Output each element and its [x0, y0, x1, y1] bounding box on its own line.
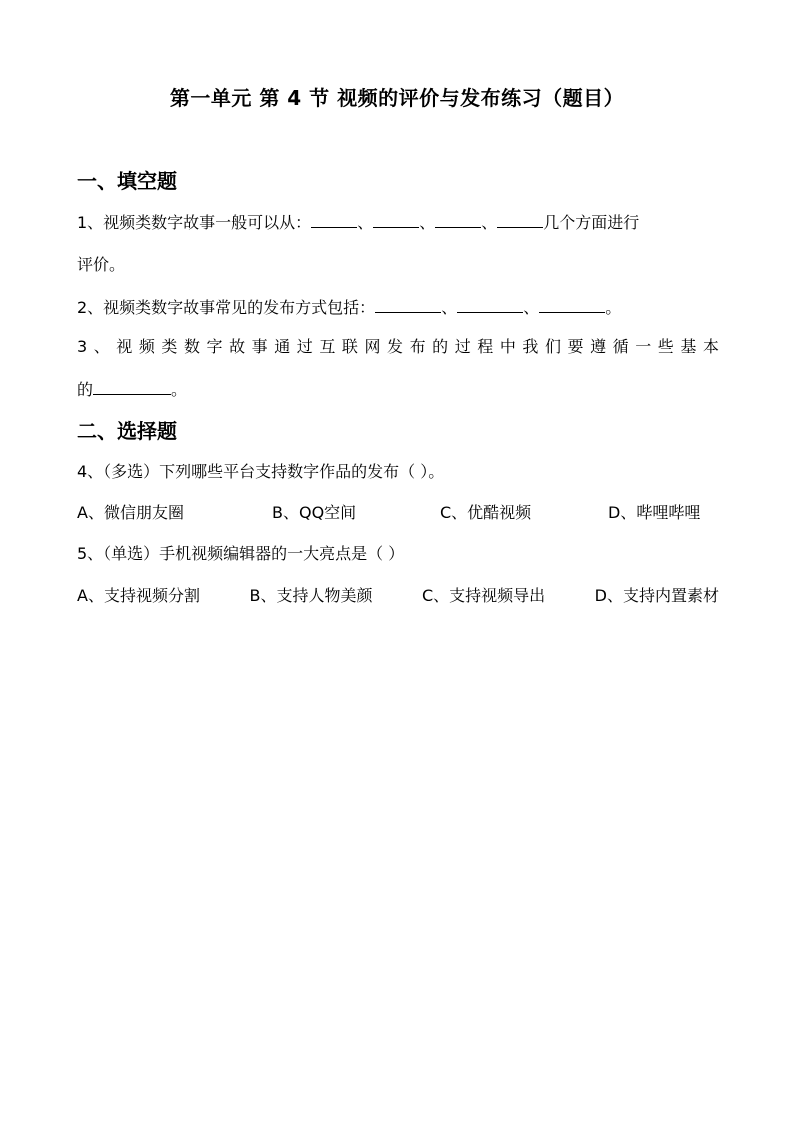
separator: 、 — [523, 298, 540, 317]
question-1-line-1 — [77, 209, 719, 235]
question-3-char: 3 — [77, 337, 88, 356]
question-2 — [77, 294, 719, 320]
section-choice-heading: 二、选择题 — [77, 419, 177, 443]
blank-1-2[interactable] — [373, 209, 419, 228]
question-5-stem: 5、（单选）手机视频编辑器的一大亮点是（ ） — [77, 544, 405, 563]
option-d[interactable]: D、哔哩哔哩 — [608, 503, 701, 522]
question-3-char: 网 — [364, 337, 381, 356]
question-3-char: 互 — [319, 337, 336, 356]
separator: 、 — [481, 213, 498, 232]
blank-1-1[interactable] — [311, 209, 357, 228]
blank-3-1[interactable] — [93, 376, 171, 395]
question-2-end: 。 — [605, 298, 622, 317]
question-5-options — [77, 584, 719, 608]
blank-1-4[interactable] — [497, 209, 543, 228]
question-3-char: 的 — [432, 337, 449, 356]
question-1-prefix: 1、视频类数字故事一般可以从： — [77, 213, 312, 232]
separator: 、 — [419, 213, 436, 232]
question-3-char: 过 — [454, 337, 471, 356]
question-3-line-2-prefix: 的 — [77, 380, 94, 399]
question-4-stem: 4、（多选）下列哪些平台支持数字作品的发布（ ）。 — [77, 462, 445, 481]
question-1-line-2: 评价。 — [77, 255, 126, 274]
question-3-char: 类 — [161, 337, 178, 356]
question-3-char: 一 — [635, 337, 652, 356]
blank-2-3[interactable] — [539, 294, 605, 313]
question-3-char: 视 — [116, 337, 133, 356]
question-3-char: 过 — [296, 337, 313, 356]
question-2-prefix: 2、视频类数字故事常见的发布方式包括： — [77, 298, 376, 317]
blank-1-3[interactable] — [435, 209, 481, 228]
blank-2-2[interactable] — [457, 294, 523, 313]
question-3-char: 频 — [138, 337, 155, 356]
question-3-char: 我 — [522, 337, 539, 356]
option-c[interactable]: C、支持视频导出 — [421, 586, 546, 605]
question-3-char: 循 — [612, 337, 629, 356]
page-title: 第一单元 第 4 节 视频的评价与发布练习（题目） — [169, 86, 625, 110]
question-3-char: 要 — [567, 337, 584, 356]
option-c[interactable]: C、优酷视频 — [440, 503, 532, 522]
question-3-line-1 — [77, 335, 719, 359]
question-4-options — [77, 501, 719, 525]
question-3-char: 布 — [409, 337, 426, 356]
question-3-line-2 — [77, 376, 719, 402]
question-3-char: 发 — [387, 337, 404, 356]
question-3-char: 通 — [274, 337, 291, 356]
question-3-char: 事 — [251, 337, 268, 356]
option-a[interactable]: A、微信朋友圈 — [77, 503, 184, 522]
question-3-char: 基 — [680, 337, 697, 356]
question-3-char: 程 — [477, 337, 494, 356]
section-fill-heading: 一、填空题 — [77, 169, 177, 193]
question-3-char: 故 — [229, 337, 246, 356]
question-3-char: 些 — [657, 337, 674, 356]
question-3-char: 中 — [499, 337, 516, 356]
question-3-char: 、 — [93, 337, 110, 356]
option-b[interactable]: B、支持人物美颜 — [249, 586, 373, 605]
question-1-suffix: 几个方面进行 — [543, 213, 640, 232]
option-b[interactable]: B、QQ空间 — [272, 503, 357, 522]
separator: 、 — [441, 298, 458, 317]
option-d[interactable]: D、支持内置素材 — [594, 586, 719, 605]
question-3-char: 字 — [206, 337, 223, 356]
question-3-char: 本 — [702, 337, 719, 356]
separator: 、 — [357, 213, 374, 232]
question-3-char: 联 — [341, 337, 358, 356]
question-3-char: 们 — [544, 337, 561, 356]
question-3-end: 。 — [171, 380, 188, 399]
question-3-char: 数 — [183, 337, 200, 356]
blank-2-1[interactable] — [375, 294, 441, 313]
question-3-char: 遵 — [590, 337, 607, 356]
option-a[interactable]: A、支持视频分割 — [77, 586, 200, 605]
